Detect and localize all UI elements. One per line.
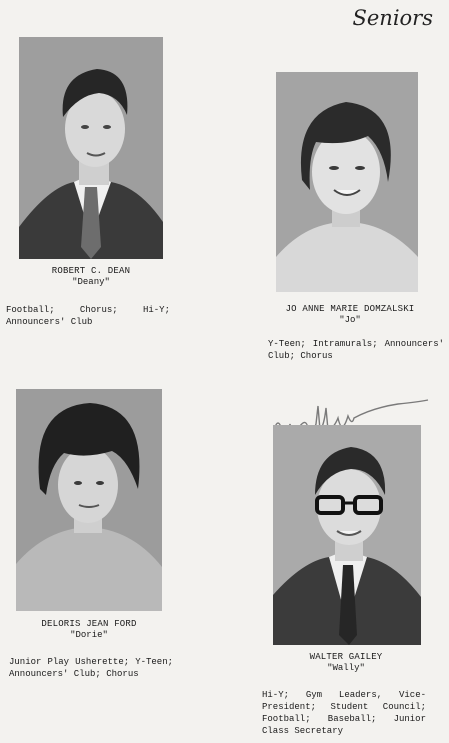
- section-title: Seniors: [352, 6, 433, 30]
- student-activities: Y-Teen; Intramurals; Announcers' Club; Chorus: [268, 339, 444, 361]
- student-name: JO ANNE MARIE DOMZALSKI: [285, 304, 415, 314]
- portrait-photo-robert-dean: [19, 37, 163, 259]
- student-activities: Hi-Y; Gym Leaders, Vice-President; Student Council; Football; Baseball; Junior Class Secretary: [262, 690, 426, 736]
- student-nickname: "Dorie": [70, 630, 108, 640]
- student-name: WALTER GAILEY: [309, 652, 383, 662]
- student-activities: Football; Chorus; Hi-Y; Announcers' Club: [6, 305, 170, 327]
- student-name: ROBERT C. DEAN: [51, 266, 131, 276]
- student-activities: Junior Play Usherette; Y-Teen; Announcers' Club; Chorus: [9, 657, 173, 679]
- student-nickname: "Wally": [327, 663, 365, 673]
- student-name: DELORIS JEAN FORD: [41, 619, 137, 629]
- portrait-photo-deloris-ford: [16, 389, 162, 611]
- portrait-photo-walter-gailey: [273, 425, 421, 645]
- student-nickname: "Jo": [339, 315, 361, 325]
- portrait-photo-jo-anne-domzalski: [276, 72, 418, 292]
- student-nickname: "Deany": [72, 277, 110, 287]
